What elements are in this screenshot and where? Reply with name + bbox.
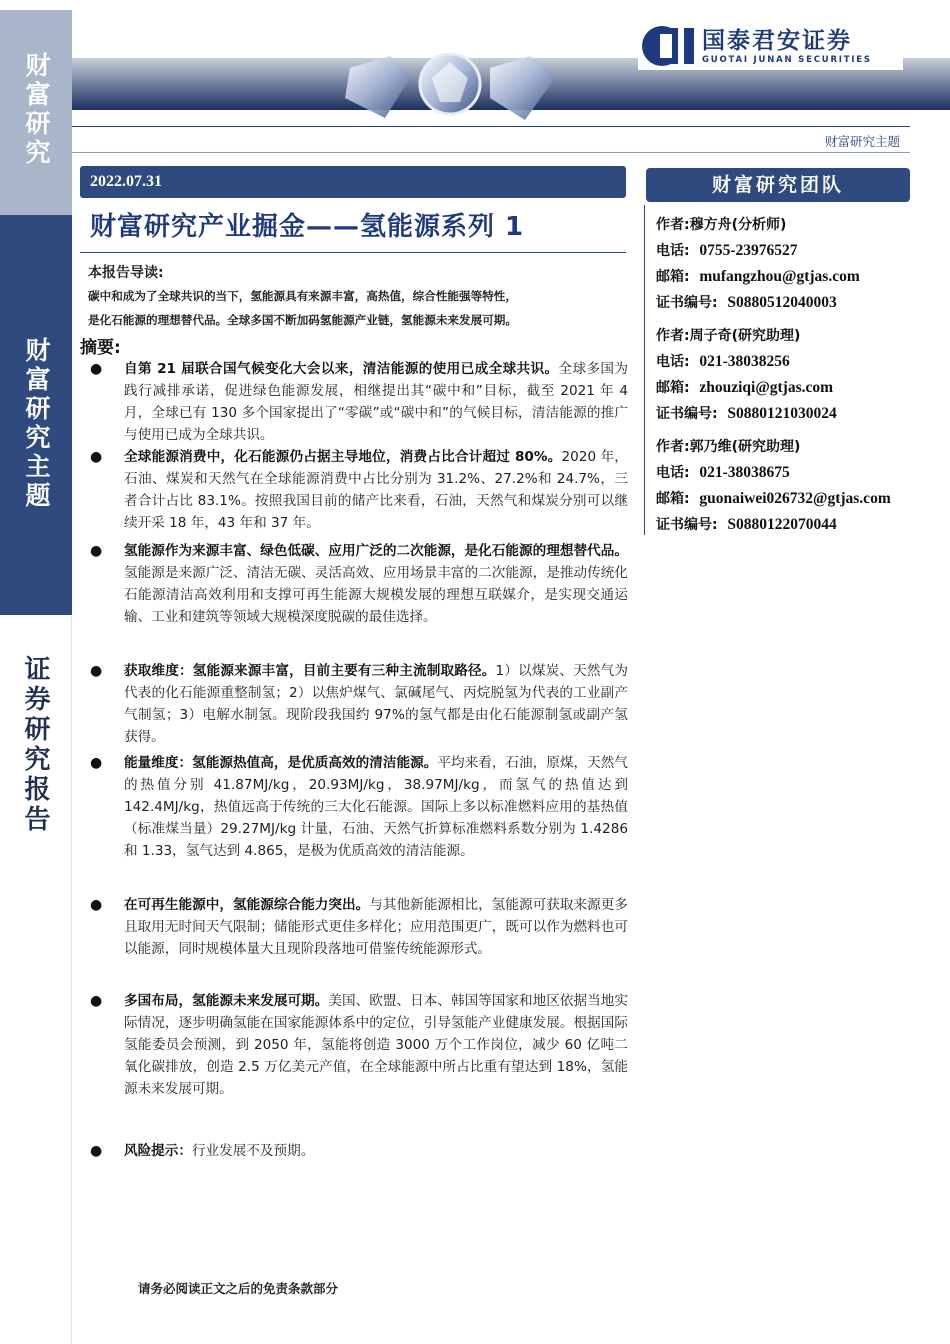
summary-bullet	[88, 446, 628, 540]
author-card	[656, 213, 936, 316]
author-list	[656, 213, 936, 546]
bullet-body: 平均来看，石油，原煤，天然气的热值分别 41.87MJ/kg，20.93MJ/kg，38.97MJ/kg，而氢气的热值达到 142.4MJ/kg，热值远高于传统的三大化石能源。国际上多以标准燃料应用的基热值（标准煤当量）29.27MJ/kg 计量，石油、天然气折算标准燃料系数分别为 1.4286 和 1.33，氢气达到 4.865，是极为优质高效的清洁能源。	[124, 755, 629, 859]
team-divider	[644, 205, 645, 535]
bullet-body: 1）以煤炭、天然气为代表的化石能源重整制氢；2）以焦炉煤气、氯碱尾气、丙烷脱氢为代表的工业副产气制氢；3）电解水制氢。现阶段我国约 97%的氢气都是由化石能源制氢或副产氢获得。	[124, 663, 628, 745]
bullet-dot-icon: ●	[90, 543, 103, 559]
report-date: 2022.07.31	[80, 166, 626, 198]
intro-line: 碳中和成为了全球共识的当下，氢能源具有来源丰富，高热值，综合性能强等特性，	[88, 289, 517, 303]
bullet-lead: 风险提示：	[124, 1143, 192, 1159]
email-label: 邮箱:	[656, 269, 690, 285]
rail-label-securities-report: 证券研究报告	[20, 655, 50, 835]
phone-label: 电话:	[656, 354, 690, 370]
bullet-text	[124, 660, 628, 748]
phone-label: 电话:	[656, 465, 690, 481]
bullet-text	[124, 540, 628, 628]
bullet-dot-icon: ●	[90, 993, 103, 1009]
author-name-line	[656, 324, 936, 349]
summary-heading: 摘要:	[80, 338, 121, 358]
author-phone: 021-38038675	[699, 464, 790, 481]
summary-bullet	[88, 1140, 628, 1166]
author-email-line	[656, 486, 936, 512]
author-phone-line	[656, 349, 936, 375]
diamond-gems-icon	[330, 48, 570, 128]
author-name-label: 作者:	[656, 439, 690, 455]
bullet-lead: 多国布局，氢能源未来发展可期。	[124, 993, 329, 1009]
author-phone-line	[656, 238, 936, 264]
title-divider	[80, 252, 626, 253]
author-email-line	[656, 375, 936, 401]
author-email-line	[656, 264, 936, 290]
bullet-text	[124, 446, 628, 534]
author-phone-line	[656, 460, 936, 486]
header-category-tag: 财富研究主题	[824, 134, 900, 149]
bullet-lead: 能量维度：氢能源热值高，是优质高效的清洁能源。	[124, 755, 438, 771]
author-email[interactable]: guonaiwei026732@gtjas.com	[699, 490, 891, 507]
summary-bullet-list	[88, 358, 628, 1166]
bullet-text	[124, 358, 628, 446]
bullet-lead: 氢能源作为来源丰富、绿色低碳、应用广泛的二次能源，是化石能源的理想替代品。	[124, 543, 628, 559]
rail-segment-wealth	[0, 10, 72, 215]
gtja-logo-icon	[638, 22, 696, 70]
header-divider	[72, 126, 910, 127]
logo-english-name: GUOTAI JUNAN SECURITIES	[702, 55, 872, 65]
logo-chinese-name: 国泰君安证券	[702, 28, 852, 54]
intro-heading: 本报告导读:	[88, 265, 164, 281]
rail-label-wealth-theme: 财富研究主题	[22, 337, 51, 511]
cert-label: 证书编号:	[656, 295, 718, 311]
author-email[interactable]: zhouziqi@gtjas.com	[699, 379, 834, 396]
left-rail	[0, 0, 72, 1344]
author-name-line	[656, 435, 936, 460]
author-phone: 021-38038256	[699, 353, 790, 370]
header-divider-secondary	[72, 152, 910, 153]
author-card	[656, 324, 936, 427]
bullet-text	[124, 990, 628, 1100]
bullet-body: 2020 年，石油、煤炭和天然气在全球能源消费中占比分别为 31.2%、27.2%和 24.7%，三者合计占比 83.1%。按照我国目前的储产比来看，石油，天然气和煤炭分别可以继续开采 18 年，43 年和 37 年。	[124, 449, 628, 531]
author-name: 郭乃维(研究助理)	[689, 439, 801, 455]
author-cert-line	[656, 512, 936, 538]
author-email[interactable]: mufangzhou@gtjas.com	[699, 268, 860, 285]
author-cert-line	[656, 290, 936, 316]
author-name-label: 作者:	[656, 328, 690, 344]
rail-label-wealth-research: 财富研究	[22, 52, 51, 168]
bullet-body: 氢能源是来源广泛、清洁无碳、灵活高效、应用场景丰富的二次能源，是推动传统化石能源清洁高效利用和支撑可再生能源大规模发展的理想互联媒介，是实现交通运输、工业和建筑等领域大规模深度脱碳的最佳选择。	[124, 565, 628, 625]
bullet-dot-icon: ●	[90, 1143, 103, 1159]
bullet-body: 行业发展不及预期。	[191, 1143, 315, 1159]
bullet-text	[124, 894, 628, 960]
author-name-line	[656, 213, 936, 238]
bullet-body: 美国、欧盟、日本、韩国等国家和地区依据当地实际情况，逐步明确氢能在国家能源体系中的定位，引导氢能产业健康发展。根据国际氢能委员会预测，到 2050 年，氢能将创造 3000 万个工作岗位，减少 60 亿吨二氧化碳排放，创造 2.5 万亿美元产值，在全球能源中所占比重有望达到 18%，氢能源未来发展可期。	[124, 993, 629, 1097]
intro-line: 是化石能源的理想替代品。全球多国不断加码氢能源产业链，氢能源未来发展可期。	[88, 313, 517, 327]
report-intro	[88, 262, 628, 332]
bullet-body: 与其他新能源相比，氢能源可获取来源更多且取用无时间天气限制；储能形式更佳多样化；应用范围更广，既可以作为燃料也可以能源，同时规模体量大且现阶段落地可借鉴传统能源形式。	[124, 897, 628, 957]
summary-bullet	[88, 990, 628, 1140]
bullet-text	[124, 752, 628, 862]
author-card	[656, 435, 936, 538]
cert-label: 证书编号:	[656, 517, 718, 533]
report-title: 财富研究产业掘金——氢能源系列 1	[90, 212, 525, 242]
cert-label: 证书编号:	[656, 406, 718, 422]
author-cert-line	[656, 401, 936, 427]
bullet-dot-icon: ●	[90, 755, 103, 771]
author-phone: 0755-23976527	[699, 242, 798, 259]
rail-segment-theme	[0, 215, 72, 615]
author-name: 周子奇(研究助理)	[689, 328, 801, 344]
bullet-lead: 全球能源消费中，化石能源仍占据主导地位，消费占比合计超过 80%。	[124, 449, 562, 465]
summary-bullet	[88, 540, 628, 660]
company-logo	[638, 22, 903, 70]
bullet-body: 全球多国为践行减排承诺，促进绿色能源发展，相继提出其“碳中和”目标，截至 2021 年 4 月，全球已有 130 多个国家提出了“零碳”或“碳中和”的气候目标，清洁能源的推广与使用已成为全球共识。	[124, 361, 629, 443]
bullet-lead: 自第 21 届联合国气候变化大会以来，清洁能源的使用已成全球共识。	[124, 361, 559, 377]
author-cert: S0880512040003	[727, 294, 837, 311]
bullet-dot-icon: ●	[90, 897, 103, 913]
bullet-dot-icon: ●	[90, 361, 103, 377]
bullet-lead: 在可再生能源中，氢能源综合能力突出。	[124, 897, 370, 913]
email-label: 邮箱:	[656, 491, 690, 507]
summary-bullet	[88, 752, 628, 894]
bullet-dot-icon: ●	[90, 663, 103, 679]
author-cert: S0880122070044	[727, 516, 837, 533]
rail-segment-report	[0, 615, 72, 1344]
bullet-dot-icon: ●	[90, 449, 103, 465]
summary-bullet	[88, 894, 628, 990]
disclaimer-footer: 请务必阅读正文之后的免责条款部分	[138, 1281, 339, 1296]
bullet-lead: 获取维度：氢能源来源丰富，目前主要有三种主流制取路径。	[124, 663, 496, 679]
research-team-heading: 财富研究团队	[646, 168, 910, 202]
bullet-text	[124, 1140, 628, 1162]
email-label: 邮箱:	[656, 380, 690, 396]
author-name: 穆方舟(分析师)	[689, 217, 787, 233]
author-cert: S0880121030024	[727, 405, 837, 422]
author-name-label: 作者:	[656, 217, 690, 233]
summary-bullet	[88, 358, 628, 446]
summary-bullet	[88, 660, 628, 752]
phone-label: 电话:	[656, 243, 690, 259]
